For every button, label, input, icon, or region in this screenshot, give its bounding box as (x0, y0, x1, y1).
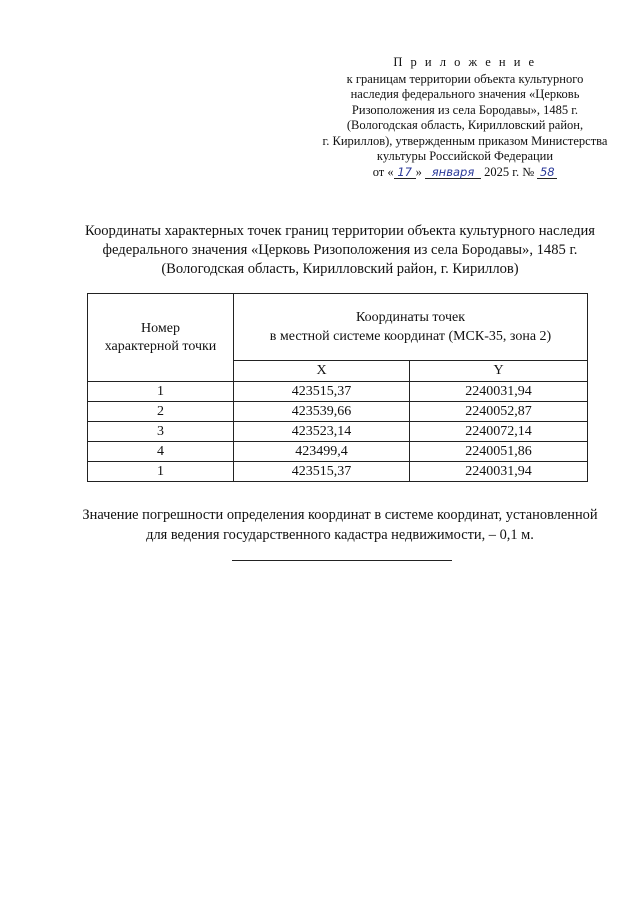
x-value: 423539,66 (234, 402, 410, 422)
appendix-line: к границам территории объекта культурного (346, 71, 584, 86)
document-heading (60, 222, 620, 279)
header-text: в местной системе координат (МСК-35, зона 2) (269, 329, 552, 344)
appendix-line: наследия федерального значения «Церковь (350, 87, 580, 101)
point-number: 3 (88, 422, 234, 442)
appendix-line: г. Кириллов), утвержденным приказом Министерства (322, 133, 608, 148)
date-quote: » (415, 164, 422, 179)
table-row (88, 382, 588, 402)
y-value: 2240031,94 (410, 382, 588, 402)
x-value: 423515,37 (234, 382, 410, 402)
coordinates-table (87, 293, 588, 482)
y-value: 2240052,87 (410, 402, 588, 422)
closing-divider (232, 560, 452, 561)
accuracy-note (55, 505, 625, 545)
header-text: Номер (141, 320, 180, 336)
table-row (88, 442, 588, 462)
order-date-line (300, 165, 630, 181)
x-value: 423499,4 (234, 442, 410, 462)
point-number: 1 (88, 462, 234, 482)
coordinates-header (234, 294, 588, 361)
date-year: 2025 г. № (484, 164, 535, 179)
y-value: 2240051,86 (410, 442, 588, 462)
point-number: 2 (88, 402, 234, 422)
x-header: X (234, 361, 410, 382)
table-row (88, 402, 588, 422)
x-value: 423515,37 (234, 462, 410, 482)
handwritten-order-number: 58 (537, 166, 557, 179)
header-text: Координаты точек (355, 310, 466, 325)
date-prefix: от « (372, 164, 394, 179)
y-value: 2240072,14 (410, 422, 588, 442)
heading-line: (Вологодская область, Кирилловский район, г. Кириллов) (161, 261, 519, 277)
handwritten-day: 17 (394, 166, 416, 179)
table-row (88, 422, 588, 442)
appendix-line: культуры Российской Федерации (376, 149, 554, 163)
handwritten-month: января (425, 166, 481, 179)
heading-line: Координаты характерных точек границ территории объекта культурного наследия (84, 223, 596, 239)
note-line: Значение погрешности определения координат в системе координат, установленной (82, 507, 598, 523)
y-header: Y (410, 361, 588, 382)
appendix-block (300, 55, 630, 180)
point-number: 1 (88, 382, 234, 402)
point-number-header (88, 294, 234, 382)
appendix-title: П р и л о ж е н и е (393, 55, 537, 69)
note-line: для ведения государственного кадастра недвижимости, – 0,1 м. (146, 527, 534, 543)
x-value: 423523,14 (234, 422, 410, 442)
point-number: 4 (88, 442, 234, 462)
appendix-line: (Вологодская область, Кирилловский район, (346, 118, 584, 132)
header-text: характерной точки (104, 338, 217, 354)
y-value: 2240031,94 (410, 462, 588, 482)
heading-line: федерального значения «Церковь Ризоположения из села Бородавы», 1485 г. (102, 242, 578, 258)
table-row (88, 462, 588, 482)
appendix-line: Ризоположения из села Бородавы», 1485 г. (351, 102, 579, 117)
